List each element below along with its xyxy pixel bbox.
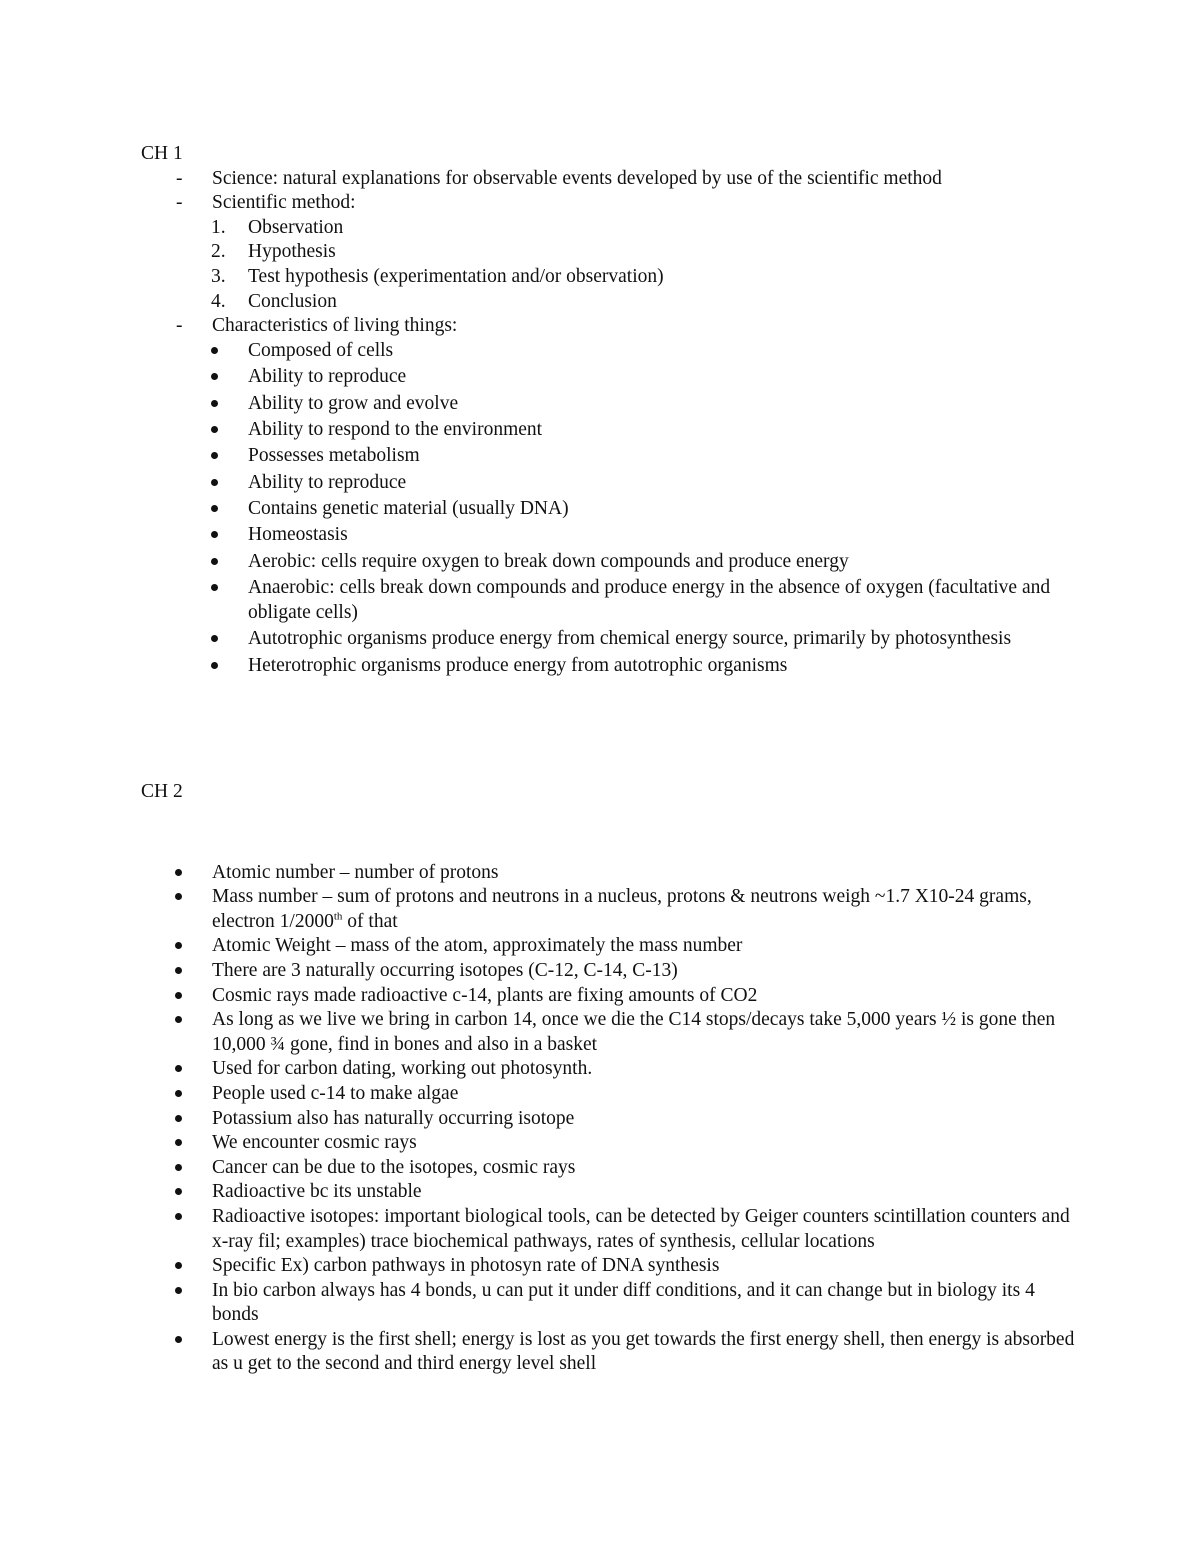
list-item-text: Aerobic: cells require oxygen to break down compounds and produce energy bbox=[248, 550, 849, 572]
list-item bbox=[0, 290, 1108, 315]
list-item bbox=[0, 392, 1108, 417]
list-item bbox=[0, 1057, 1082, 1082]
bullet-icon bbox=[175, 885, 182, 910]
chapter-1-list bbox=[0, 167, 1108, 216]
bullet-icon bbox=[175, 1279, 182, 1304]
list-item-text: Heterotrophic organisms produce energy from autotrophic organisms bbox=[248, 654, 788, 676]
bullet-icon bbox=[211, 627, 218, 652]
list-item-text: Contains genetic material (usually DNA) bbox=[248, 498, 569, 520]
list-item bbox=[0, 167, 1092, 192]
list-item-text: Ability to respond to the environment bbox=[248, 418, 543, 440]
list-item bbox=[0, 1205, 1082, 1254]
list-item bbox=[0, 984, 1082, 1009]
list-item-text: Potassium also has naturally occurring isotope bbox=[212, 1107, 575, 1129]
list-item bbox=[0, 1082, 1082, 1107]
list-item-text: Ability to reproduce bbox=[248, 366, 407, 388]
chapter-2-heading: CH 2 bbox=[141, 781, 183, 802]
mass-number-text-end: of that bbox=[342, 910, 398, 932]
chapter-2-list bbox=[0, 861, 1082, 1377]
step-text: Observation bbox=[248, 216, 344, 238]
list-item-text: Specific Ex) carbon pathways in photosyn rate of DNA synthesis bbox=[212, 1255, 720, 1277]
list-item-text: People used c-14 to make algae bbox=[212, 1082, 459, 1104]
bullet-icon bbox=[211, 471, 218, 496]
bullet-icon bbox=[211, 654, 218, 679]
list-item bbox=[0, 216, 1108, 241]
bullet-icon bbox=[211, 365, 218, 390]
list-item bbox=[0, 1328, 1082, 1377]
characteristics-list bbox=[0, 339, 1108, 678]
bullet-icon bbox=[211, 418, 218, 443]
list-item bbox=[0, 339, 1108, 364]
list-item bbox=[0, 1156, 1082, 1181]
list-item bbox=[0, 861, 1082, 886]
dash-marker: - bbox=[176, 167, 183, 189]
mass-number-text: Mass number – sum of protons and neutrons in a nucleus, protons & neutrons weigh ~1.7 X10-24 grams, electron 1/2000 bbox=[212, 886, 1032, 932]
step-text: Hypothesis bbox=[248, 241, 336, 263]
science-definition: Science: natural explanations for observable events developed by use of the scientific method bbox=[212, 167, 942, 189]
step-number: 1. bbox=[211, 216, 226, 238]
list-item-text: There are 3 naturally occurring isotopes (C-12, C-14, C-13) bbox=[212, 959, 678, 981]
bullet-icon bbox=[175, 1254, 182, 1279]
list-item bbox=[0, 497, 1108, 522]
list-item-text: Composed of cells bbox=[248, 339, 394, 361]
list-item-text: Atomic number – number of protons bbox=[212, 861, 499, 883]
chapter-1-heading: CH 1 bbox=[141, 143, 183, 164]
bullet-icon bbox=[211, 392, 218, 417]
list-item bbox=[0, 265, 1108, 290]
list-item-text: Autotrophic organisms produce energy from chemical energy source, primarily by photosynthesis bbox=[248, 628, 1012, 650]
dash-marker: - bbox=[176, 315, 183, 337]
characteristics-label: Characteristics of living things: bbox=[212, 315, 458, 337]
list-item bbox=[0, 444, 1108, 469]
bullet-icon bbox=[175, 1328, 182, 1353]
bullet-icon bbox=[175, 1180, 182, 1205]
list-item bbox=[0, 418, 1108, 443]
step-number: 2. bbox=[211, 241, 226, 263]
bullet-icon bbox=[211, 550, 218, 575]
bullet-icon bbox=[175, 934, 182, 959]
bullet-icon bbox=[211, 339, 218, 364]
list-item bbox=[0, 654, 1108, 679]
list-item bbox=[0, 240, 1108, 265]
list-item bbox=[0, 365, 1108, 390]
list-item bbox=[0, 1254, 1082, 1279]
list-item-text: Possesses metabolism bbox=[248, 445, 420, 467]
list-item-text: Radioactive isotopes: important biological tools, can be detected by Geiger counters scintillation counters and x-ray fil; examples) trace biochemical pathways, rates of synthesis, cellular locations bbox=[212, 1205, 1070, 1252]
list-item-text: Lowest energy is the first shell; energy is lost as you get towards the first energy shell, then energy is absorbed as u get to the second and third energy level shell bbox=[212, 1328, 1075, 1375]
step-text: Test hypothesis (experimentation and/or observation) bbox=[248, 265, 664, 287]
bullet-icon bbox=[175, 1057, 182, 1082]
bullet-icon bbox=[175, 1205, 182, 1230]
bullet-icon bbox=[175, 984, 182, 1009]
bullet-icon bbox=[211, 576, 218, 601]
scientific-method-label: Scientific method: bbox=[212, 192, 356, 214]
list-item bbox=[0, 550, 1108, 575]
step-number: 4. bbox=[211, 290, 226, 312]
list-item-text: Ability to grow and evolve bbox=[248, 392, 459, 414]
chapter-1-list-continued bbox=[0, 314, 1108, 339]
ordinal-superscript: th bbox=[333, 910, 343, 923]
bullet-icon bbox=[175, 861, 182, 886]
scientific-method-steps bbox=[0, 216, 1108, 314]
list-item-text: Ability to reproduce bbox=[248, 471, 407, 493]
list-item bbox=[0, 314, 1092, 339]
list-item bbox=[0, 627, 1108, 652]
list-item bbox=[0, 191, 1092, 216]
bullet-icon bbox=[175, 1008, 182, 1033]
list-item bbox=[0, 1180, 1082, 1205]
list-item-text: Cosmic rays made radioactive c-14, plants are fixing amounts of CO2 bbox=[212, 984, 758, 1006]
bullet-icon bbox=[211, 523, 218, 548]
list-item-text: As long as we live we bring in carbon 14, once we die the C14 stops/decays take 5,000 years ½ is gone then 10,000 ¾ gone, find in bones and also in a basket bbox=[212, 1009, 1056, 1055]
list-item bbox=[0, 523, 1108, 548]
list-item bbox=[0, 1131, 1082, 1156]
list-item bbox=[0, 934, 1082, 959]
list-item bbox=[0, 1107, 1082, 1132]
list-item bbox=[0, 1008, 1082, 1057]
list-item-text: Atomic Weight – mass of the atom, approximately the mass number bbox=[212, 935, 743, 957]
dash-marker: - bbox=[176, 192, 183, 214]
list-item-text: Radioactive bc its unstable bbox=[212, 1181, 422, 1203]
step-text: Conclusion bbox=[248, 290, 337, 312]
bullet-icon bbox=[211, 497, 218, 522]
chapter-2-section bbox=[0, 781, 1082, 1401]
list-item-text: Homeostasis bbox=[248, 524, 348, 546]
bullet-icon bbox=[175, 1107, 182, 1132]
list-item-text: Used for carbon dating, working out photosynth. bbox=[212, 1058, 593, 1080]
bullet-icon bbox=[175, 959, 182, 984]
list-item bbox=[0, 1279, 1082, 1328]
list-item-text: In bio carbon always has 4 bonds, u can put it under diff conditions, and it can change but in biology its 4 bonds bbox=[212, 1279, 1035, 1326]
bullet-icon bbox=[211, 444, 218, 469]
list-item bbox=[0, 959, 1082, 984]
list-item bbox=[0, 576, 1108, 625]
list-item bbox=[0, 885, 1082, 934]
list-item-text bbox=[212, 886, 1032, 932]
list-item-text: We encounter cosmic rays bbox=[212, 1132, 417, 1154]
bullet-icon bbox=[175, 1156, 182, 1181]
list-item-text: Anaerobic: cells break down compounds and produce energy in the absence of oxygen (facultative and obligate cells) bbox=[248, 577, 1051, 623]
step-number: 3. bbox=[211, 265, 226, 287]
bullet-icon bbox=[175, 1082, 182, 1107]
list-item-text: Cancer can be due to the isotopes, cosmic rays bbox=[212, 1156, 576, 1178]
chapter-1-section bbox=[0, 142, 1108, 680]
list-item bbox=[0, 471, 1108, 496]
bullet-icon bbox=[175, 1131, 182, 1156]
